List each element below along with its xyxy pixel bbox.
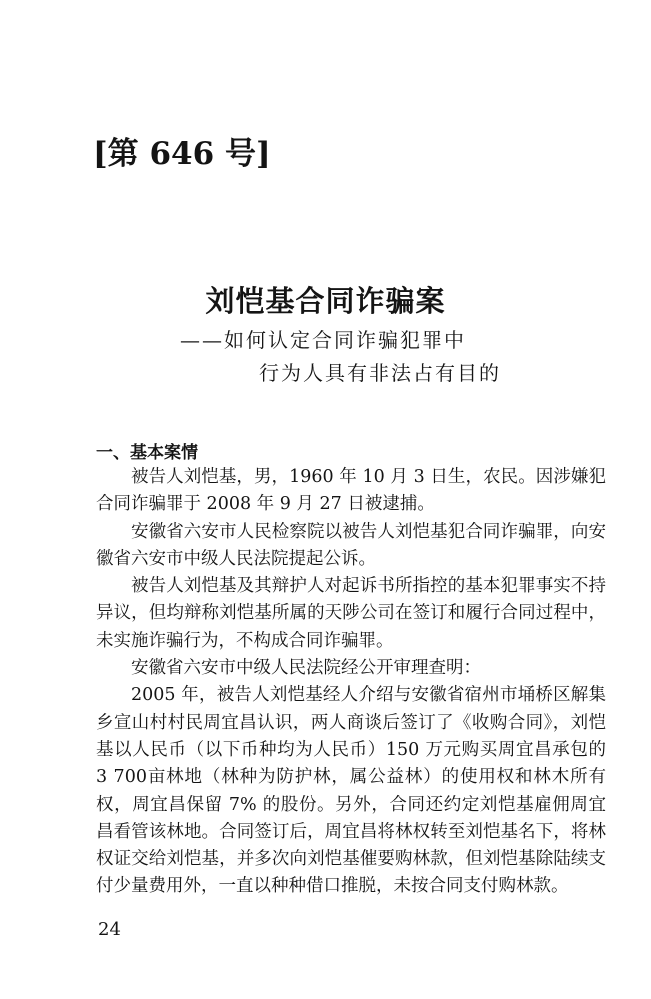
section-heading: 一、基本案情 [96,443,198,463]
paragraph: 安徽省六安市中级人民法院经公开审理查明： [131,658,481,679]
article-subtitle-line2: 行为人具有非法占有目的 [259,361,501,385]
article-title: 刘恺基合同诈骗案 [205,284,446,318]
body-text [96,464,606,901]
paragraph: 被告人刘恺基及其辩护人对起诉书所指控的基本犯罪事实不持异议，但均辩称刘恺基所属的天陟公司在签订和履行合同过程中，未实施诈骗行为，不构成合同诈骗罪。 [96,576,606,651]
article-subtitle-line1: ——如何认定合同诈骗犯罪中 [180,328,466,352]
paragraph: 安徽省六安市人民检察院以被告人刘恺基犯合同诈骗罪，向安徽省六安市中级人民法院提起公诉。 [96,521,606,569]
paragraph: 2005 年，被告人刘恺基经人介绍与安徽省宿州市埇桥区解集乡宣山村村民周宜昌认识，两人商谈后签订了《收购合同》，刘恺基以人民币（以下币种均为人民币）150 万元购买周宜昌承包的 3 700亩林地（林种为防护林，属公益林）的使用权和林木所有权，周宜昌保留 7% 的股份。另外，合同还约定刘恺基雇佣周宜昌看管该林地。合同签订后，周宜昌将林权转至刘恺基名下，将林权证交给刘恺基，并多次向刘恺基催要购林款，但刘恺基除陆续支付少量费用外，一直以种种借口推脱，未按合同支付购林款。 [96,685,606,897]
case-number: [第 646 号] [93,136,271,172]
page-number: 24 [98,919,121,940]
paragraph: 被告人刘恺基，男，1960 年 10 月 3 日生，农民。因涉嫌犯合同诈骗罪于 2008 年 9 月 27 日被逮捕。 [96,467,606,515]
